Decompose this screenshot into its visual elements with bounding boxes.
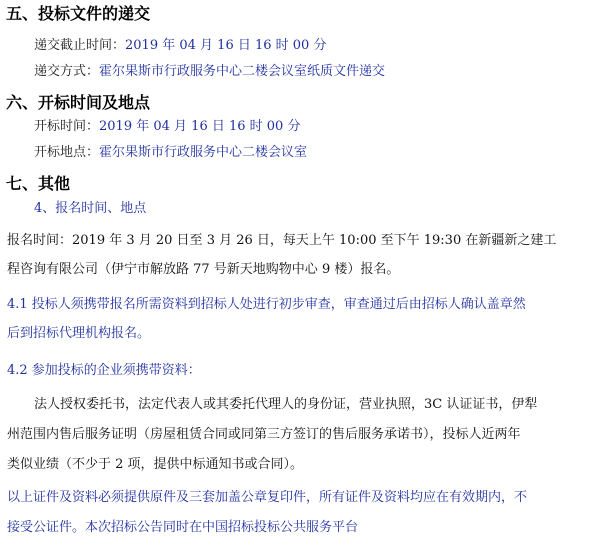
method-row xyxy=(34,64,385,80)
note-line-2: 接受公证件。本次招标公告同时在中国招标投标公共服务平台 xyxy=(7,520,359,535)
item-4-1-line-2: 后到招标代理机构报名。 xyxy=(7,326,151,341)
section-7-heading: 七、其他 xyxy=(6,174,71,193)
opening-place-value: 霍尔果斯市行政服务中心二楼会议室 xyxy=(99,145,308,160)
method-label: 递交方式： xyxy=(34,64,100,79)
method-value: 霍尔果斯市行政服务中心二楼会议室纸质文件递交 xyxy=(99,64,386,79)
required-docs-line-2: 州范围内售后服务证明（房屋租赁合同或同第三方签订的售后服务承诺书），投标人近两年 xyxy=(7,427,521,442)
opening-place-label: 开标地点： xyxy=(34,145,100,160)
opening-place-row xyxy=(34,145,307,161)
item-4-1-line-1: 4.1 投标人须携带报名所需资料到招标人处进行初步审查，审查通过后由招标人确认盖章然 xyxy=(7,297,526,312)
registration-line-2: 程咨询有限公司（伊宁市解放路 77 号新天地购物中心 9 楼）报名。 xyxy=(7,262,400,277)
registration-line-1: 报名时间：2019 年 3 月 20 日至 3 月 26 日，每天上午 10:00 至下午 19:30 在新疆新之建工 xyxy=(7,233,557,248)
required-docs-line-1: 法人授权委托书，法定代表人或其委托代理人的身份证，营业执照，3C 认证证书，伊犁 xyxy=(34,397,538,412)
section-5-heading: 五、投标文件的递交 xyxy=(6,4,151,23)
item-4-2: 4.2 参加投标的企业须携带资料： xyxy=(7,363,201,378)
note-line-1: 以上证件及资料必须提供原件及三套加盖公章复印件，所有证件及资料均应在有效期内，不 xyxy=(7,490,528,505)
deadline-value: 2019 年 04 月 16 日 16 时 00 分 xyxy=(125,38,327,53)
section-6-heading: 六、开标时间及地点 xyxy=(6,93,151,112)
opening-time-row xyxy=(34,119,300,135)
sub-item-4: 4、报名时间、地点 xyxy=(34,201,147,216)
required-docs-line-3: 类似业绩（不少于 2 项，提供中标通知书或合同）。 xyxy=(7,457,304,472)
opening-time-label: 开标时间： xyxy=(34,119,100,134)
deadline-row xyxy=(34,38,326,54)
opening-time-value: 2019 年 04 月 16 日 16 时 00 分 xyxy=(99,119,301,134)
deadline-label: 递交截止时间： xyxy=(34,38,126,53)
